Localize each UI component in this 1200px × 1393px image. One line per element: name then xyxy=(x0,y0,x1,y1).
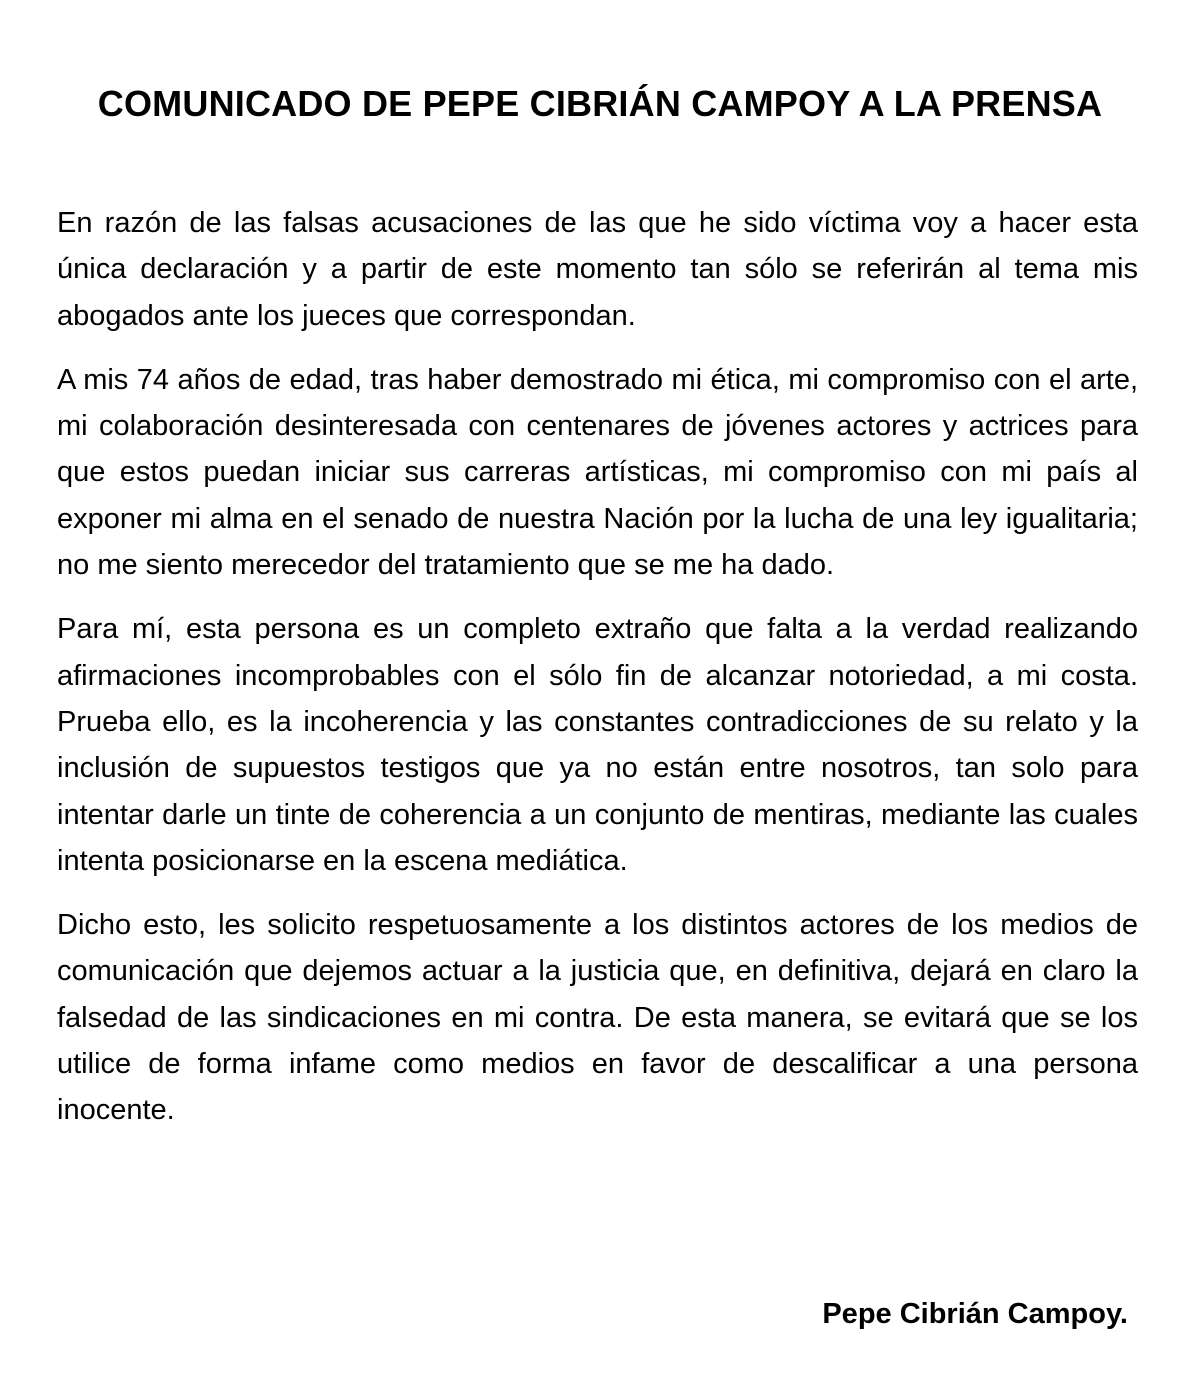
signature: Pepe Cibrián Campoy. xyxy=(822,1298,1128,1330)
paragraph-2: A mis 74 años de edad, tras haber demostrado mi ética, mi compromiso con el arte, mi colaboración desinteresada con centenares de jóvenes actores y actrices para que estos puedan iniciar sus carreras artísticas, mi compromiso con mi país al exponer mi alma en el senado de nuestra Nación por la lucha de una ley igualitaria; no me siento merecedor del tratamiento que se me ha dado. xyxy=(57,363,1138,582)
document-title: COMUNICADO DE PEPE CIBRIÁN CAMPOY A LA PRENSA xyxy=(97,83,1103,124)
paragraph-4: Dicho esto, les solicito respetuosamente a los distintos actores de los medios de comunicación que dejemos actuar a la justicia que, en definitiva, dejará en claro la falsedad de las sindicaciones en mi contra. De esta manera, se evitará que se los utilice de forma infame como medios en favor de descalificar a una persona inocente. xyxy=(57,909,1138,1127)
paragraph-1: En razón de las falsas acusaciones de las que he sido víctima voy a hacer esta única declaración y a partir de este momento tan sólo se referirán al tema mis abogados ante los jueces que correspondan. xyxy=(57,207,1138,332)
document-body xyxy=(57,200,1138,1152)
paragraph-3: Para mí, esta persona es un completo extraño que falta a la verdad realizando afirmaciones incomprobables con el sólo fin de alcanzar notoriedad, a mi costa. Prueba ello, es la incoherencia y las constantes contradicciones de su relato y la inclusión de supuestos testigos que ya no están entre nosotros, tan solo para intentar darle un tinte de coherencia a un conjunto de mentiras, mediante las cuales intenta posicionarse en la escena mediática. xyxy=(57,613,1138,877)
